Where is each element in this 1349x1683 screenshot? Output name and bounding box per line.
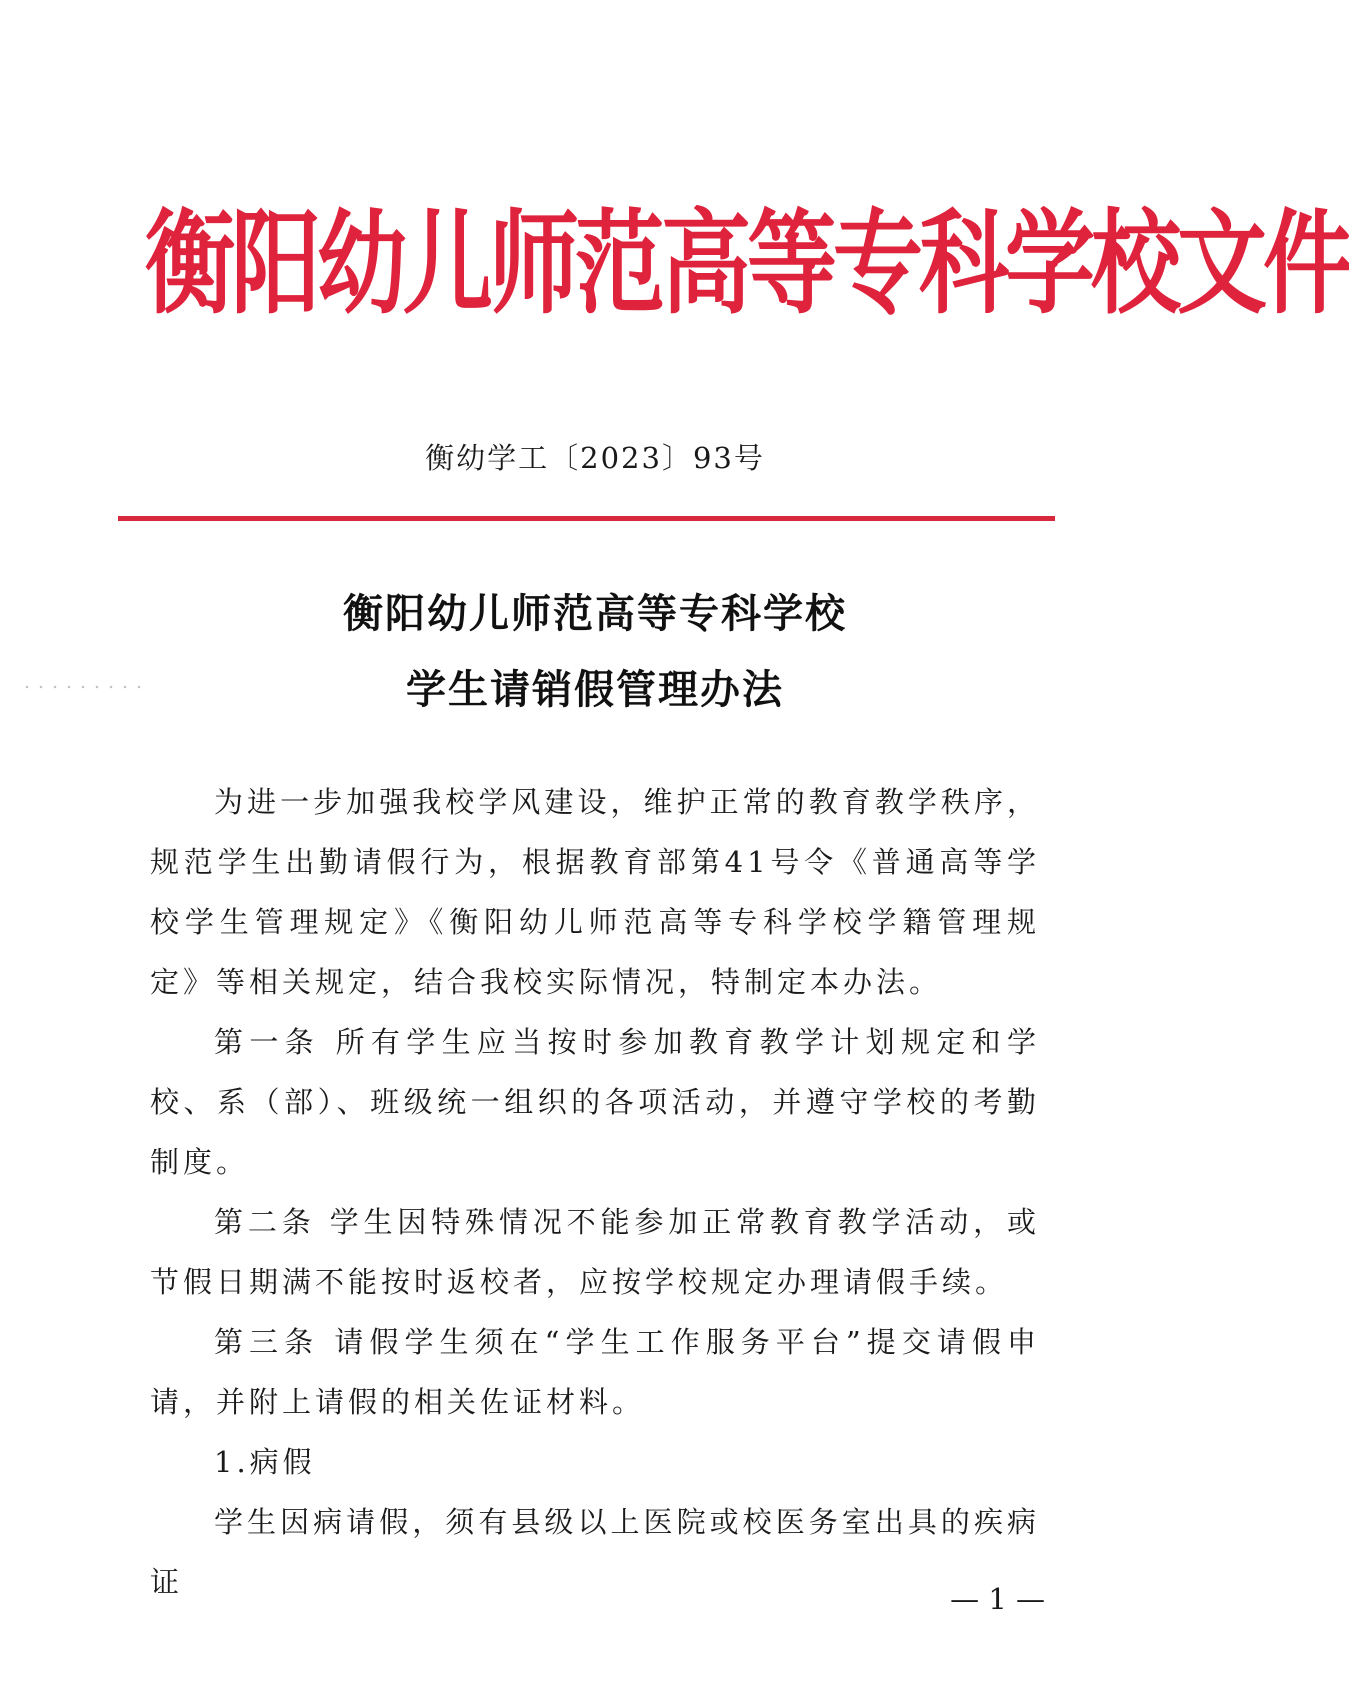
preamble-paragraph: 为进一步加强我校学风建设，维护正常的教育教学秩序，规范学生出勤请假行为，根据教育部第41号令《普通高等学校学生管理规定》《衡阳幼儿师范高等专科学校学籍管理规定》等相关规定，结合我校实际情况，特制定本办法。 (150, 785, 1040, 999)
article-3-paragraph: 第三条 请假学生须在“学生工作服务平台”提交请假申请，并附上请假的相关佐证材料。 (150, 1325, 1040, 1419)
red-divider-line (118, 516, 1055, 521)
document-masthead: 衡阳幼儿师范高等专科学校文件 (145, 198, 1349, 330)
sick-leave-paragraph: 学生因病请假，须有县级以上医院或校医务室出具的疾病证 (150, 1505, 1040, 1599)
article-1-paragraph: 第一条 所有学生应当按时参加教育教学计划规定和学校、系（部）、班级统一组织的各项活动，并遵守学校的考勤制度。 (150, 1025, 1040, 1179)
document-title-line-1: 衡阳幼儿师范高等专科学校 (343, 591, 847, 637)
document-title-line-2: 学生请销假管理办法 (406, 667, 784, 713)
document-body (150, 772, 1040, 1612)
page-number: — 1 — (950, 1582, 1045, 1616)
sick-leave-heading: 1.病假 (214, 1445, 316, 1479)
document-number: 衡幼学工〔2023〕93号 (425, 441, 765, 475)
scan-artifact-dots (20, 685, 150, 689)
article-2-paragraph: 第二条 学生因特殊情况不能参加正常教育教学活动，或节假日期满不能按时返校者，应按学校规定办理请假手续。 (150, 1205, 1040, 1299)
